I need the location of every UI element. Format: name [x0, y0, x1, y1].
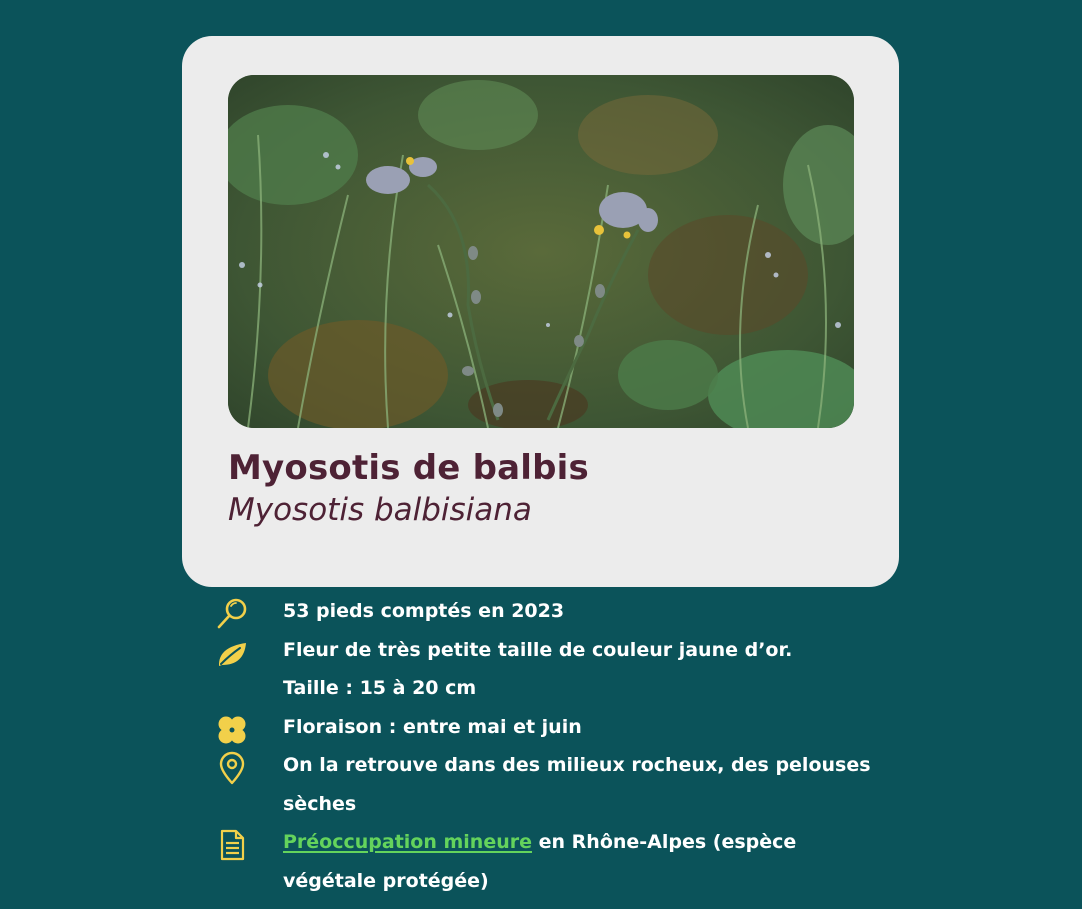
magnifier-icon — [214, 596, 250, 632]
flowering-text: Floraison : entre mai et juin — [283, 715, 582, 738]
description-line-1: Fleur de très petite taille de couleur jaune d’or. — [283, 638, 793, 661]
species-photo — [228, 75, 854, 428]
species-card — [182, 36, 899, 587]
flowering-item — [212, 708, 872, 747]
flower-icon — [214, 712, 250, 748]
habitat-item — [212, 746, 872, 823]
leaf-icon — [214, 635, 250, 671]
description-item — [212, 631, 872, 708]
count-text: 53 pieds comptés en 2023 — [283, 600, 565, 622]
document-icon — [214, 827, 250, 863]
photo-illustration — [228, 75, 854, 428]
location-pin-icon — [214, 750, 250, 786]
conservation-status-link[interactable]: Préoccupation mineure — [283, 831, 533, 853]
habitat-text: On la retrouve dans des milieux rocheux, des pelouses sèches — [283, 754, 871, 815]
description-line-2: Taille : 15 à 20 cm — [283, 677, 477, 699]
status-text: en Rhône-Alpes (espèce végétale protégée) — [283, 831, 797, 892]
species-info-list — [212, 592, 872, 900]
status-item — [212, 823, 872, 900]
common-name: Myosotis de balbis — [228, 448, 589, 488]
latin-name: Myosotis balbisiana — [228, 492, 532, 528]
count-item — [212, 592, 872, 631]
